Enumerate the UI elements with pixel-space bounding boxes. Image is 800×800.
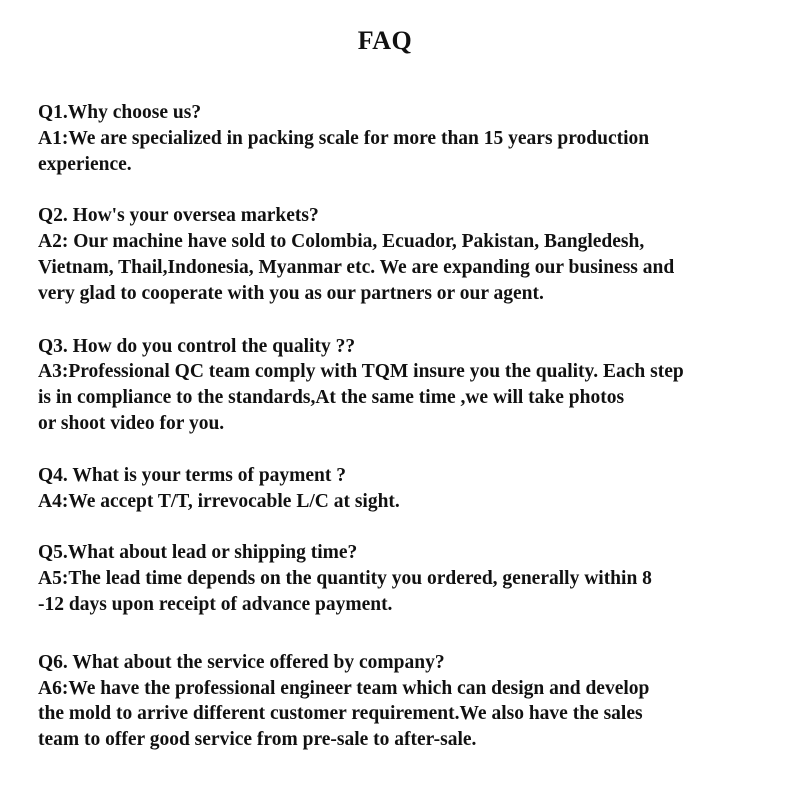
- faq-item-6: [38, 650, 798, 753]
- faq-answer-line: or shoot video for you.: [38, 412, 225, 434]
- faq-question: Q4. What is your terms of payment ?: [38, 464, 347, 486]
- faq-item-2: [38, 203, 798, 306]
- faq-answer-line: team to offer good service from pre-sale to after-sale.: [38, 729, 477, 751]
- faq-answer-line: A1:We are specialized in packing scale for more than 15 years production: [38, 127, 650, 149]
- faq-answer-line: is in compliance to the standards,At the same time ,we will take photos: [38, 387, 625, 409]
- faq-answer-line: A3:Professional QC team comply with TQM insure you the quality. Each step: [38, 361, 684, 383]
- faq-list: [38, 100, 798, 753]
- faq-answer-line: very glad to cooperate with you as our partners or our agent.: [38, 282, 544, 304]
- faq-item-1: [38, 100, 798, 177]
- faq-answer-line: experience.: [38, 153, 132, 175]
- faq-item-5: [38, 540, 798, 617]
- faq-question: Q1.Why choose us?: [38, 102, 202, 123]
- faq-spacer: [38, 307, 798, 334]
- faq-spacer: [38, 177, 798, 203]
- faq-question: Q2. How's your oversea markets?: [38, 205, 319, 227]
- faq-item-4: [38, 463, 798, 515]
- faq-answer-line: -12 days upon receipt of advance payment.: [38, 593, 393, 615]
- faq-answer-line: A4:We accept T/T, irrevocable L/C at sight.: [38, 490, 400, 512]
- faq-answer-line: A6:We have the professional engineer team which can design and develop: [38, 677, 650, 699]
- faq-question: Q5.What about lead or shipping time?: [38, 542, 358, 564]
- faq-spacer: [38, 437, 798, 463]
- faq-spacer: [38, 514, 798, 540]
- faq-answer-line: Vietnam, Thail,Indonesia, Myanmar etc. We are expanding our business and: [38, 256, 675, 278]
- faq-answer-line: A5:The lead time depends on the quantity you ordered, generally within 8: [38, 568, 652, 590]
- faq-answer-line: the mold to arrive different customer requirement.We also have the sales: [38, 703, 643, 725]
- faq-answer-line: A2: Our machine have sold to Colombia, Ecuador, Pakistan, Bangledesh,: [38, 231, 645, 253]
- faq-item-3: [38, 334, 798, 437]
- faq-question: Q6. What about the service offered by company?: [38, 651, 445, 673]
- faq-question: Q3. How do you control the quality ??: [38, 335, 356, 357]
- page-title: FAQ: [357, 26, 413, 55]
- faq-spacer: [38, 618, 798, 650]
